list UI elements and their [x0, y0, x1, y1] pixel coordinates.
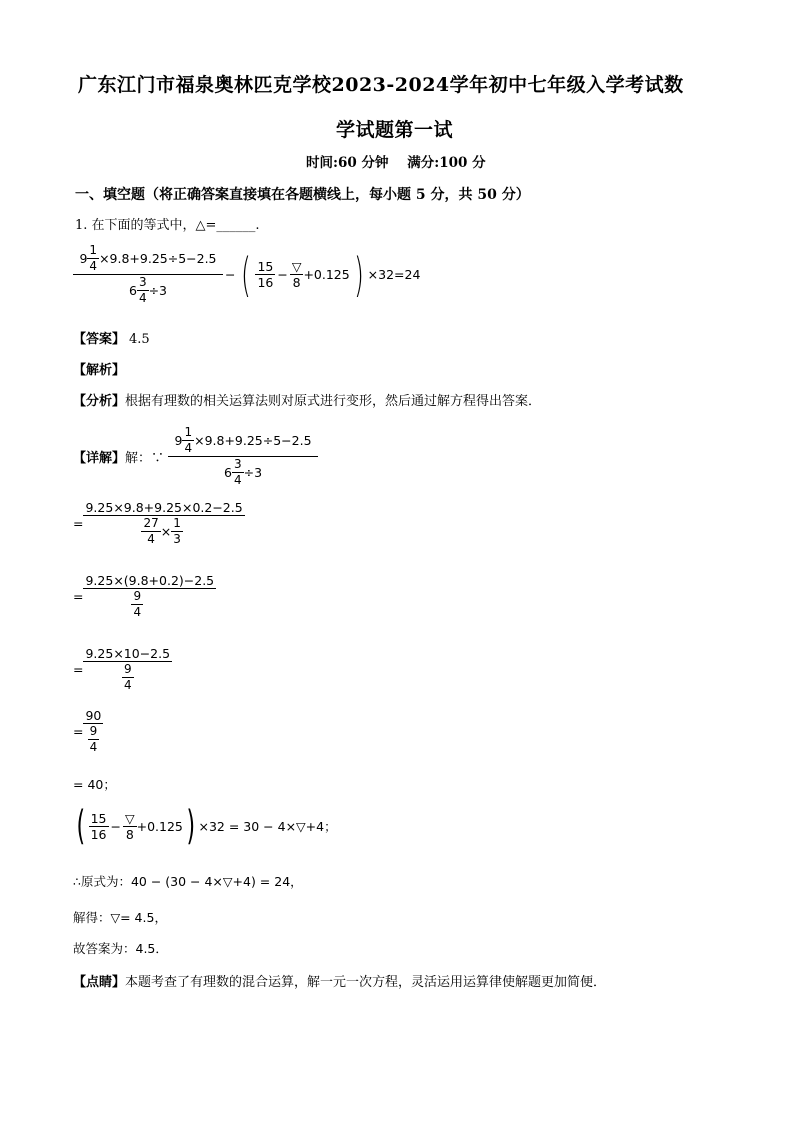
eq-paren-frac1: [255, 259, 275, 290]
step7-frac1: [89, 811, 109, 842]
step1-num-frac-num: 1: [184, 425, 193, 439]
step1-fraction: [168, 425, 318, 488]
step2-den-frac2-num: 1: [173, 516, 181, 530]
step1-den-rest: ÷3: [243, 465, 263, 480]
detail-step2: [73, 500, 245, 547]
detail-step5: [73, 708, 103, 755]
step2-eq: =: [73, 516, 84, 531]
answer-label: 【答案】: [73, 332, 126, 347]
eq-paren-frac2-num: ▽: [291, 259, 302, 274]
step1-den-int: 6: [224, 465, 232, 480]
step1-den-frac-num: 3: [233, 457, 242, 471]
step1-num-rest: ×9.8+9.25÷5−2.5: [194, 433, 312, 448]
answer-line: [73, 328, 150, 347]
detail-step8: ∴原式为：40 − (30 − 4×▽+4) = 24，: [73, 874, 303, 889]
dianjing-line: [73, 971, 606, 990]
step3-den-frac: [131, 589, 143, 620]
step4-den-den: 4: [123, 678, 132, 692]
step1-den-mixed: [232, 457, 244, 488]
section-heading: 一、填空题（将正确答案直接填在各题横线上，每小题 5 分，共 50 分）: [75, 187, 530, 203]
step2-den-times: ×: [160, 524, 172, 539]
detail-step1: [73, 425, 318, 488]
main-fraction: [73, 243, 223, 306]
step7-frac2-den: 8: [125, 826, 134, 842]
step7-frac2-num: ▽: [125, 810, 135, 826]
fenxi-label: 【分析】: [73, 394, 126, 409]
eq-den-int: 6: [128, 283, 137, 298]
question-stem: 1. 在下面的等式中，△=______.: [75, 218, 260, 233]
eq-num-mixed-fraction: [87, 243, 99, 274]
eq-tail: ×32=24: [367, 267, 421, 282]
question-equation: 9 $\frac{1}{4}$ ×9.8+9.25÷5−2.5 6 $\frac{3}{4}$ ÷3 − ( $\frac{15}{16}$ − $\frac{▽}{8}$ +0.125 ) ×32=24: [73, 243, 420, 306]
dianjing-text: 本题考查了有理数的混合运算，解一元一次方程，灵活运用运算律使解题更加简便．: [125, 975, 607, 990]
step7-minus: −: [110, 818, 121, 834]
detail-step10: 故答案为：4.5．: [73, 941, 168, 956]
step7-tail: ×32 = 30 − 4×▽+4；: [198, 819, 337, 834]
step2-den-frac2: [171, 516, 183, 547]
eq-den-frac-num: 3: [138, 275, 147, 289]
detail-step3: [73, 573, 216, 620]
detail-step4: [73, 646, 172, 693]
fenxi-text: 根据有理数的相关运算法则对原式进行变形，然后通过解方程得出答案．: [125, 394, 542, 409]
analysis-label: 【解析】: [73, 363, 126, 378]
step2-den-frac1: [141, 516, 160, 547]
eq-paren-frac1-num: 15: [257, 259, 274, 274]
eq-num-frac-den: 4: [89, 259, 98, 273]
step4-den-num: 9: [123, 662, 132, 676]
eq-den-rest: ÷3: [148, 283, 168, 298]
step2-den-frac2-den: 3: [173, 532, 181, 546]
step1-num-int: 9: [174, 433, 183, 448]
step5-den-den: 4: [89, 740, 98, 754]
eq-num-rest: ×9.8+9.25÷5−2.5: [99, 251, 217, 266]
step5-eq: =: [73, 724, 84, 739]
step7-frac2: [123, 811, 137, 842]
step2-num: 9.25×9.8+9.25×0.2−2.5: [85, 500, 243, 515]
eq-paren-minus: −: [277, 267, 288, 282]
eq-num-frac-num: 1: [89, 243, 98, 257]
eq-paren-frac1-den: 16: [257, 275, 274, 290]
eq-den-mixed-fraction: [137, 275, 149, 306]
detail-prefix: 解：∵: [125, 451, 165, 466]
step7-rest: +0.125: [136, 818, 183, 834]
step3-fraction: [83, 573, 216, 620]
step3-den-den: 4: [133, 605, 142, 619]
answer-value: 4.5: [129, 332, 150, 347]
detail-label: 【详解】: [73, 451, 126, 466]
step4-fraction: [83, 646, 172, 693]
step5-den-frac: [88, 724, 100, 755]
document-title-line2: 学试题第一试: [336, 119, 454, 141]
document-title-line1: 广东江门市福泉奥林匹克学校2023-2024学年初中七年级入学考试数: [78, 74, 684, 96]
step3-den-num: 9: [133, 589, 142, 603]
step5-fraction: [83, 708, 103, 755]
fenxi-line: [73, 390, 541, 409]
detail-step6: = 40；: [73, 777, 116, 792]
step1-num-frac-den: 4: [184, 441, 193, 455]
step7-frac1-num: 15: [90, 810, 107, 826]
step1-den-frac-den: 4: [233, 473, 242, 487]
step2-den-frac1-den: 4: [147, 532, 155, 546]
step4-den-frac: [122, 662, 134, 693]
eq-paren-frac2: [290, 259, 304, 290]
eq-paren-frac2-den: 8: [292, 275, 301, 290]
eq-num-int: 9: [79, 251, 88, 266]
step2-fraction: [83, 500, 244, 547]
step5-den-num: 9: [89, 724, 98, 738]
step1-num-mixed: [182, 425, 194, 456]
dianjing-label: 【点睛】: [73, 975, 126, 990]
detail-step7: ( $\frac{15}{16}$ − $\frac{▽}{8}$ +0.125 ) ×32 = 30 − 4×▽+4；: [76, 803, 337, 849]
exam-time-score: 时间:60 分钟 满分:100 分: [306, 155, 486, 171]
step3-eq: =: [73, 589, 84, 604]
eq-paren-rest: +0.125: [303, 267, 350, 282]
detail-step9: 解得：▽= 4.5，: [73, 910, 167, 925]
step2-den-frac1-num: 27: [143, 516, 159, 530]
step4-eq: =: [73, 662, 84, 677]
step7-frac1-den: 16: [90, 826, 107, 842]
eq-minus: −: [225, 267, 236, 282]
step4-num: 9.25×10−2.5: [85, 646, 171, 661]
eq-den-frac-den: 4: [138, 291, 147, 305]
step5-num: 90: [85, 708, 102, 723]
step3-num: 9.25×(9.8+0.2)−2.5: [85, 573, 215, 588]
